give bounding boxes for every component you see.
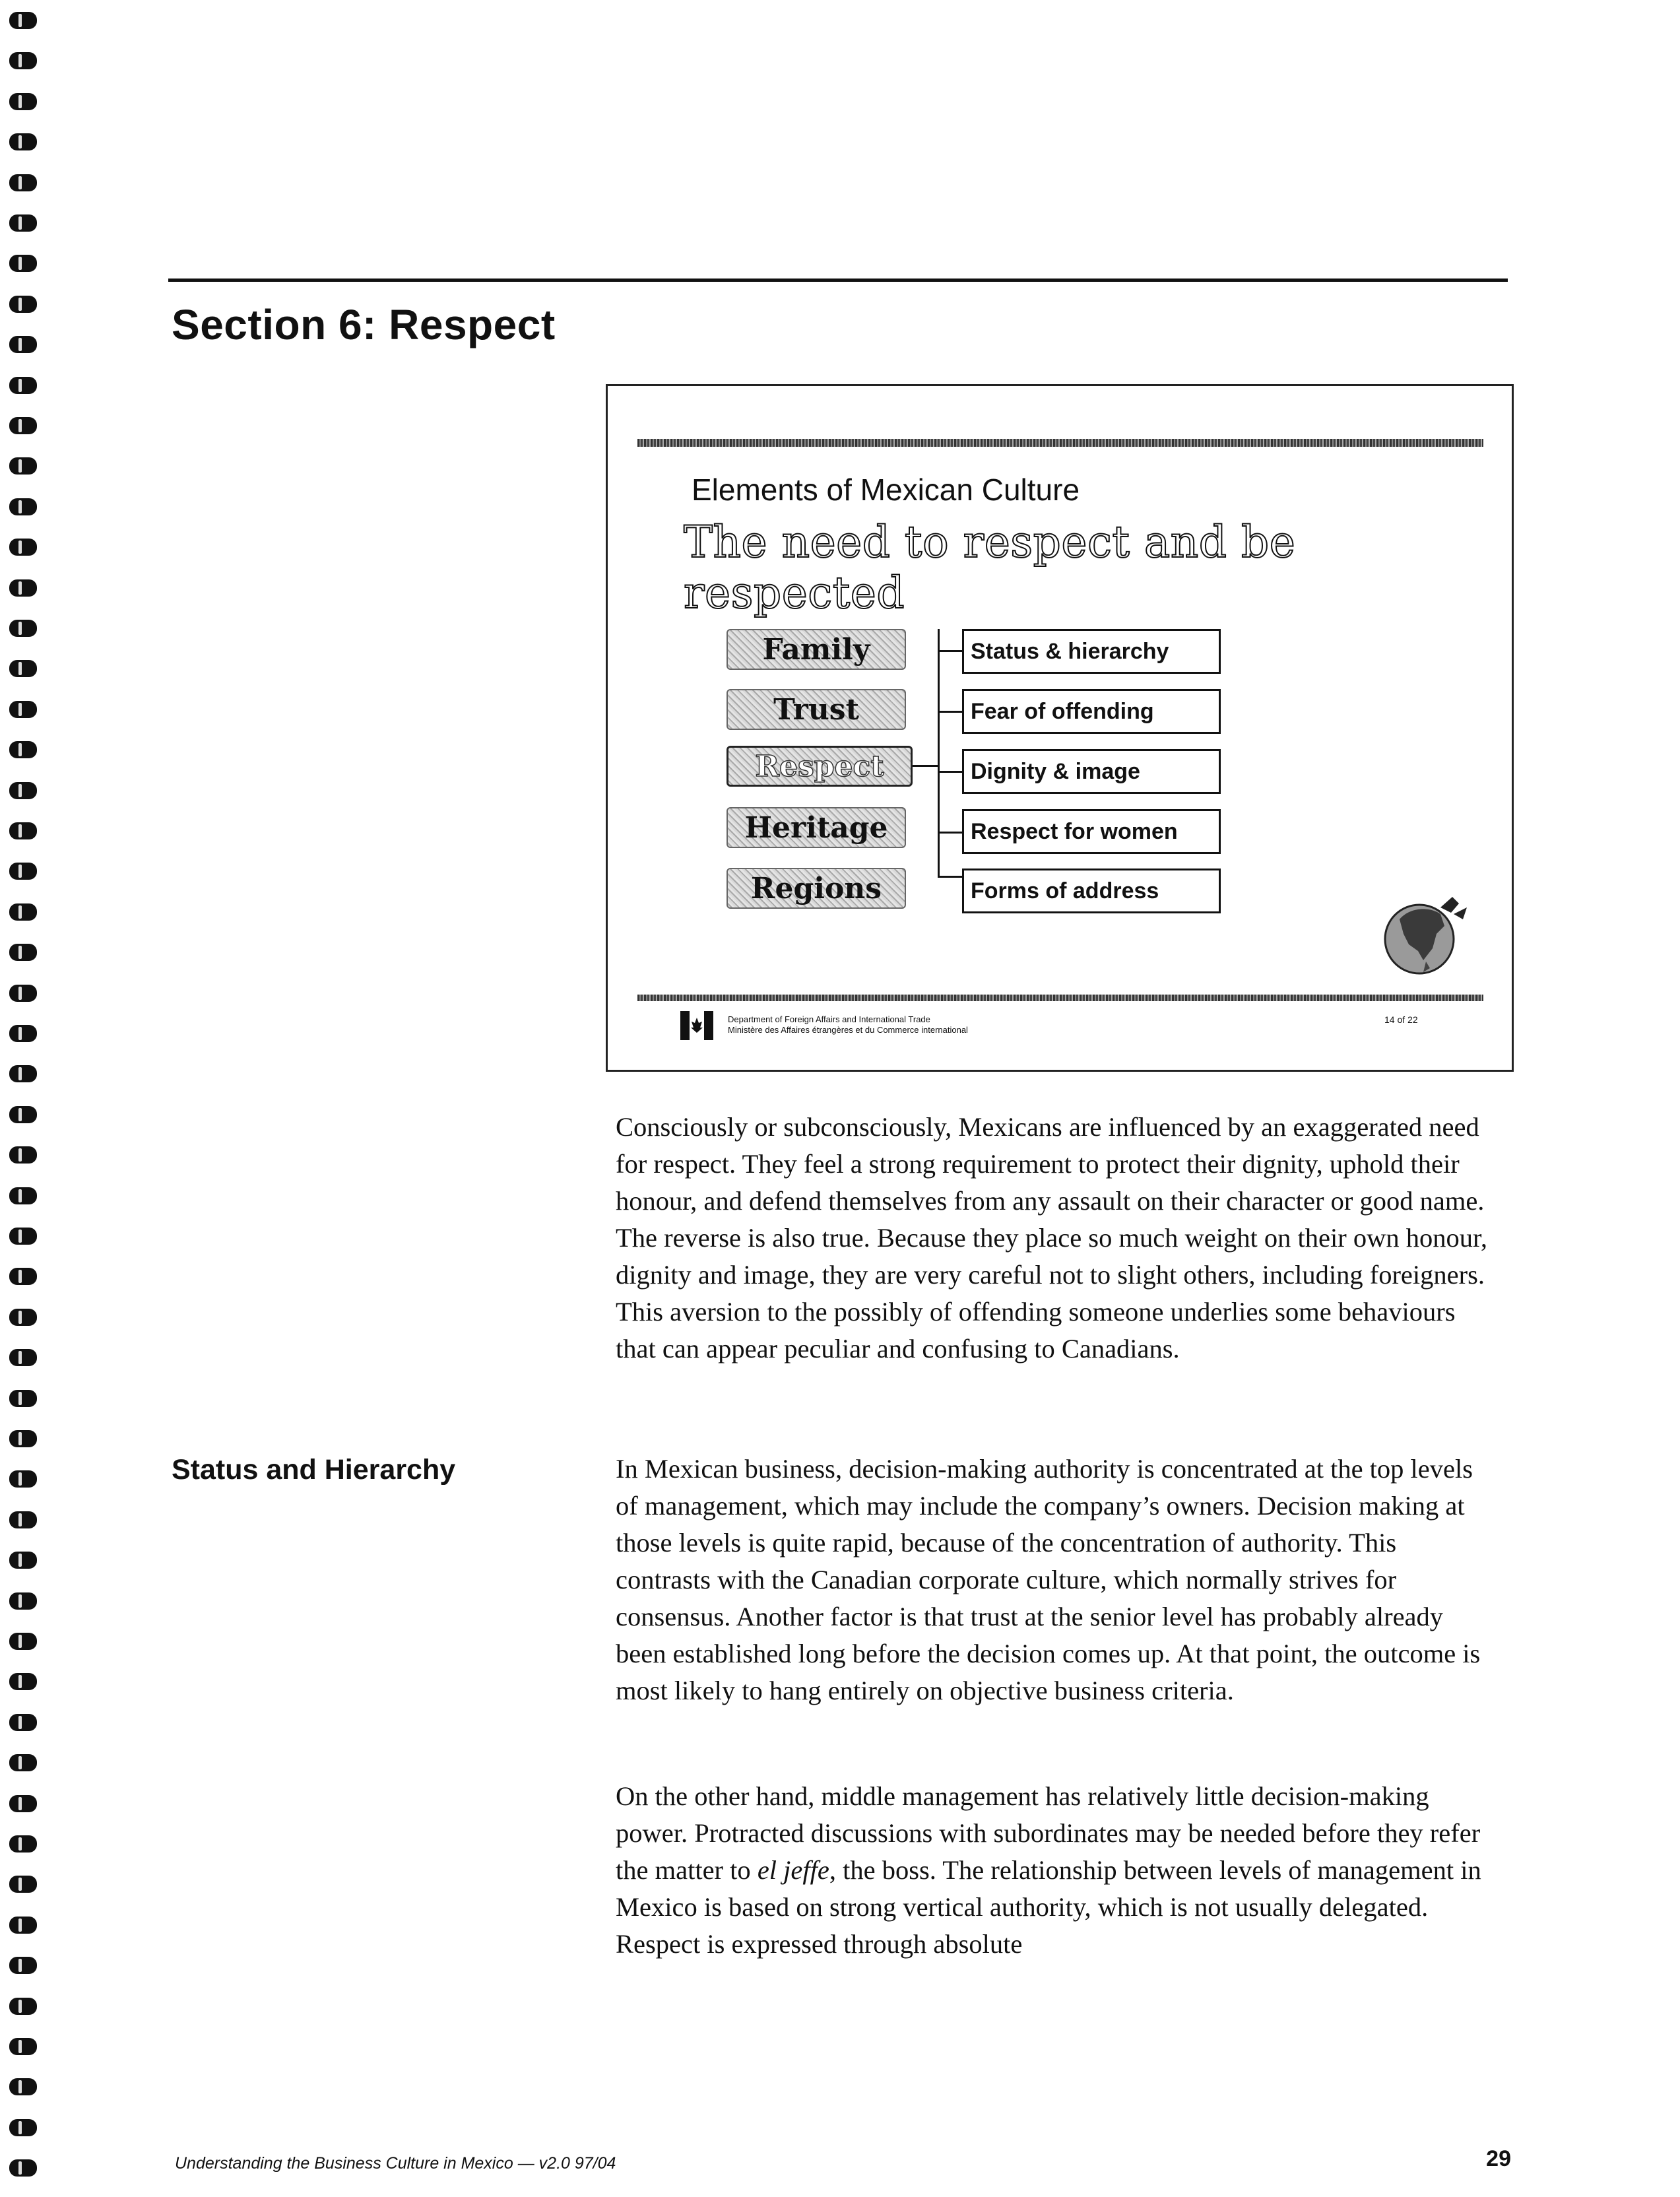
binding-hole (9, 2078, 37, 2095)
slide-department-en: Department of Foreign Affairs and International Trade (728, 1014, 930, 1024)
status-paragraph-2-start: On the other hand, middle management has relatively little decision-making power. Protracted discussions with subordinates may be needed before they refer the matter to (616, 1781, 1481, 1885)
binding-hole (9, 579, 37, 597)
slide-tab-heritage: Heritage (727, 807, 906, 848)
slide-item-line (938, 771, 962, 773)
binding-hole (9, 985, 37, 1002)
binding-hole (9, 1146, 37, 1164)
binding-hole (9, 1228, 37, 1245)
spanish-term: el jeffe (757, 1855, 829, 1885)
binding-hole (9, 1390, 37, 1407)
slide-item-line (938, 650, 962, 652)
binding-hole (9, 12, 37, 29)
binding-hole (9, 214, 37, 232)
binding-hole (9, 1876, 37, 1893)
slide-top-band (637, 439, 1483, 447)
binding-hole (9, 52, 37, 69)
binding-hole (9, 2159, 37, 2177)
slide-item-line (938, 876, 962, 878)
slide-figure (606, 384, 1514, 1072)
subsection-heading-status: Status and Hierarchy (172, 1454, 456, 1486)
binding-hole (9, 1106, 37, 1123)
binding-hole (9, 1917, 37, 1934)
intro-paragraph: Consciously or subconsciously, Mexicans are influenced by an exaggerated need for respect. They feel a strong requirement to protect their dignity, uphold their honour, and defend themselves from any assault on their character or good name. The reverse is also true. Because they place so much weight on their own honour, dignity and image, they are very careful not to slight others, including foreigners. This aversion to the possibly of offending someone underlies some behaviours that can appear peculiar and confusing to Canadians. (616, 1112, 1487, 1363)
binding-hole (9, 93, 37, 110)
slide-item-fear-of-offending: Fear of offending (962, 689, 1221, 734)
binding-hole (9, 944, 37, 961)
binding-hole (9, 336, 37, 353)
binding-hole (9, 1633, 37, 1650)
binding-hole (9, 903, 37, 921)
status-paragraph-1: In Mexican business, decision-making authority is concentrated at the top levels of management, which may include the company’s owners. Decision making at those levels is quite rapid, because of the concentration of authority. This contrasts with the Canadian corporate culture, which normally strives for consensus. Another factor is that trust at the senior level has probably already been established long before the decision comes up. At that point, the outcome is most likely to hang entirely on objective business criteria. (616, 1454, 1481, 1705)
binding-hole (9, 1511, 37, 1528)
slide-tab-trust: Trust (727, 689, 906, 730)
binding-hole (9, 255, 37, 272)
footer-title: Understanding the Business Culture in Mexico — v2.0 97/04 (175, 2154, 616, 2173)
spiral-binding (0, 0, 53, 2197)
slide-connector (938, 629, 940, 876)
binding-hole (9, 1714, 37, 1731)
binding-hole (9, 1552, 37, 1569)
binding-hole (9, 1309, 37, 1326)
binding-hole (9, 782, 37, 799)
binding-hole (9, 1025, 37, 1042)
binding-hole (9, 539, 37, 556)
slide-tab-respect: Respect (727, 746, 913, 787)
binding-hole (9, 1998, 37, 2015)
binding-hole (9, 822, 37, 839)
binding-hole (9, 620, 37, 637)
canada-flag-icon (680, 1010, 713, 1041)
status-paragraph-2 (616, 1778, 1493, 1963)
binding-hole (9, 2119, 37, 2136)
binding-hole (9, 377, 37, 394)
binding-hole (9, 417, 37, 434)
slide-heading: Elements of Mexican Culture (692, 473, 1080, 507)
section-title: Section 6: Respect (172, 301, 556, 348)
binding-hole (9, 1187, 37, 1204)
binding-hole (9, 498, 37, 515)
slide-tagline: The need to respect and be respected (684, 517, 1296, 618)
binding-hole (9, 296, 37, 313)
status-paragraph-2-end: , the boss. The relationship between levels of management in Mexico is based on strong vertical authority, which is not usually delegated. Respect is expressed through absolute (616, 1855, 1481, 1959)
binding-hole (9, 1470, 37, 1488)
binding-hole (9, 863, 37, 880)
binding-hole (9, 1592, 37, 1610)
slide-item-forms-of-address: Forms of address (962, 869, 1221, 913)
binding-hole (9, 1430, 37, 1447)
slide-connector-stub (913, 765, 939, 767)
binding-hole (9, 1268, 37, 1285)
slide-item-status-hierarchy: Status & hierarchy (962, 629, 1221, 674)
binding-hole (9, 1754, 37, 1771)
page-number: 29 (1486, 2146, 1511, 2171)
slide-bottom-band (637, 995, 1483, 1001)
binding-hole (9, 1957, 37, 1974)
binding-hole (9, 741, 37, 758)
binding-hole (9, 133, 37, 150)
section-divider (168, 279, 1508, 282)
binding-hole (9, 174, 37, 191)
slide-page-indicator: 14 of 22 (1384, 1014, 1418, 1025)
binding-hole (9, 660, 37, 677)
binding-hole (9, 1835, 37, 1853)
slide-tab-regions: Regions (727, 868, 906, 909)
slide-item-line (938, 711, 962, 713)
slide-item-respect-for-women: Respect for women (962, 809, 1221, 854)
binding-hole (9, 701, 37, 718)
slide-tab-family: Family (727, 629, 906, 670)
north-america-globe-icon (1380, 888, 1472, 980)
binding-hole (9, 457, 37, 475)
binding-hole (9, 1349, 37, 1366)
binding-hole (9, 1065, 37, 1082)
slide-department (728, 1014, 968, 1035)
binding-hole (9, 1795, 37, 1812)
binding-hole (9, 2038, 37, 2055)
slide-department-fr: Ministère des Affaires étrangères et du Commerce international (728, 1025, 968, 1035)
binding-hole (9, 1673, 37, 1690)
slide-item-line (938, 832, 962, 834)
slide-item-dignity-image: Dignity & image (962, 749, 1221, 794)
